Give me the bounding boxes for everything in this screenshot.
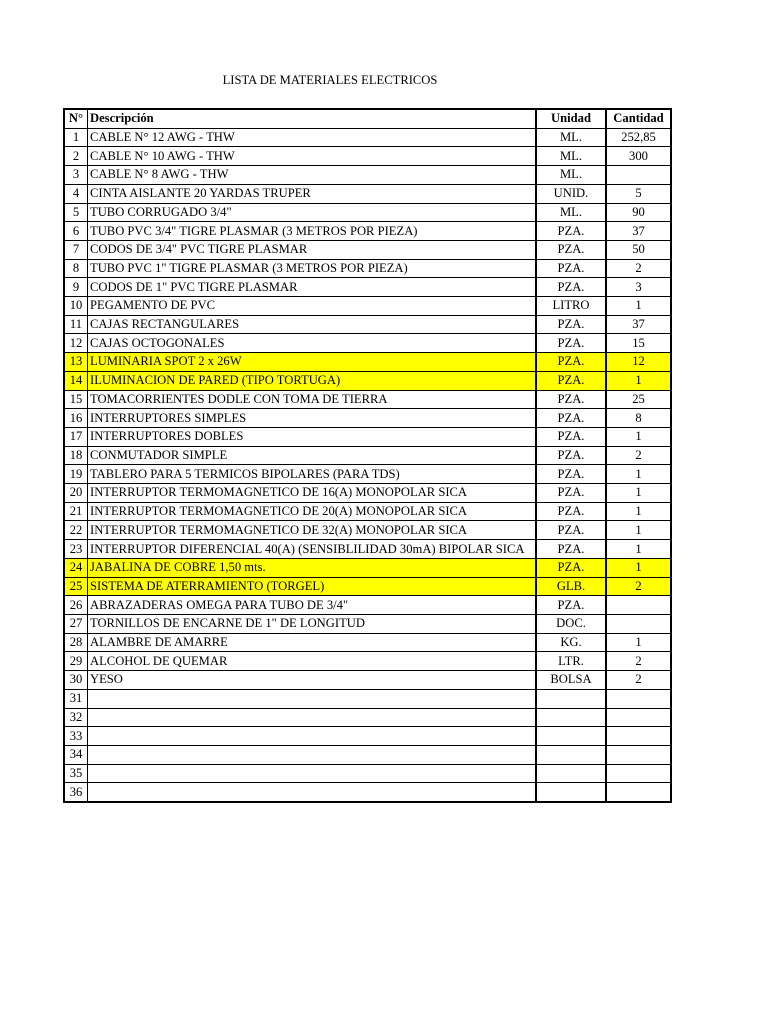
cell-n: 18	[65, 447, 88, 465]
cell-n: 19	[65, 465, 88, 483]
table-row	[65, 147, 670, 166]
cell-descripcion: INTERRUPTORES SIMPLES	[88, 409, 537, 427]
header-n: N°	[65, 110, 88, 128]
cell-n: 15	[65, 391, 88, 409]
cell-descripcion: CAJAS OCTOGONALES	[88, 334, 537, 352]
cell-descripcion: TUBO PVC 1" TIGRE PLASMAR (3 METROS POR PIEZA)	[88, 260, 537, 278]
table-row	[65, 578, 670, 597]
table-row	[65, 596, 670, 615]
table-row	[65, 166, 670, 185]
cell-n: 3	[65, 166, 88, 184]
cell-n: 10	[65, 297, 88, 315]
cell-descripcion: INTERRUPTOR TERMOMAGNETICO DE 16(A) MONOPOLAR SICA	[88, 484, 537, 502]
cell-cantidad: 1	[635, 541, 642, 556]
cell-unidad: PZA.	[537, 428, 607, 446]
cell-unidad	[537, 783, 607, 801]
table-row	[65, 428, 670, 447]
cell-descripcion: ILUMINACION DE PARED (TIPO TORTUGA)	[88, 372, 537, 390]
cell-cantidad	[607, 596, 670, 614]
cell-unidad: DOC.	[537, 615, 607, 633]
cell-unidad: PZA.	[537, 222, 607, 240]
cell-unidad: PZA.	[537, 559, 607, 577]
cell-descripcion: CABLE N° 8 AWG - THW	[88, 166, 537, 184]
cell-unidad: KG.	[537, 634, 607, 652]
table-row	[65, 540, 670, 559]
cell-descripcion: CABLE N° 12 AWG - THW	[88, 129, 537, 147]
cell-cantidad: 252,85	[621, 130, 656, 145]
cell-descripcion: CAJAS RECTANGULARES	[88, 316, 537, 334]
header-unidad: Unidad	[537, 110, 607, 128]
table-row	[65, 615, 670, 634]
cell-unidad: UNID.	[537, 185, 607, 203]
cell-unidad	[537, 727, 607, 745]
cell-n: 24	[65, 559, 88, 577]
cell-descripcion: YESO	[88, 671, 537, 689]
cell-n: 29	[65, 652, 88, 670]
table-row	[65, 727, 670, 746]
table-row	[65, 129, 670, 148]
cell-cantidad: 25	[632, 391, 645, 406]
cell-unidad: PZA.	[537, 316, 607, 334]
cell-cantidad: 2	[635, 653, 642, 668]
cell-cantidad: 300	[629, 148, 648, 163]
cell-n: 14	[65, 372, 88, 390]
cell-descripcion: CODOS DE 1" PVC TIGRE PLASMAR	[88, 278, 537, 296]
cell-n: 13	[65, 353, 88, 371]
cell-descripcion	[88, 783, 537, 801]
cell-unidad: PZA.	[537, 503, 607, 521]
cell-n: 16	[65, 409, 88, 427]
cell-descripcion: LUMINARIA SPOT 2 x 26W	[88, 353, 537, 371]
cell-cantidad: 2	[635, 448, 642, 462]
cell-n: 31	[65, 690, 88, 708]
cell-cantidad	[607, 166, 670, 184]
cell-unidad: LTR.	[537, 652, 607, 670]
table-row	[65, 690, 670, 709]
cell-cantidad	[607, 690, 670, 708]
cell-descripcion: TOMACORRIENTES DODLE CON TOMA DE TIERRA	[88, 391, 537, 409]
cell-cantidad: 5	[635, 186, 642, 201]
cell-descripcion: TUBO PVC 3/4" TIGRE PLASMAR (3 METROS POR PIEZA)	[88, 222, 537, 240]
table-row	[65, 372, 670, 391]
cell-cantidad: 1	[635, 373, 642, 388]
cell-unidad: LITRO	[537, 297, 607, 315]
cell-cantidad: 1	[635, 635, 642, 650]
cell-unidad: PZA.	[537, 465, 607, 483]
cell-unidad: PZA.	[537, 372, 607, 390]
table-row	[65, 334, 670, 353]
cell-cantidad: 8	[635, 410, 642, 425]
cell-descripcion: SISTEMA DE ATERRAMIENTO (TORGEL)	[88, 578, 537, 596]
table-row	[65, 503, 670, 522]
cell-cantidad: 2	[635, 672, 642, 687]
cell-unidad: ML.	[537, 166, 607, 184]
table-row	[65, 204, 670, 223]
cell-descripcion: CONMUTADOR SIMPLE	[88, 447, 537, 465]
cell-n: 5	[65, 204, 88, 222]
cell-cantidad: 1	[635, 429, 642, 444]
cell-descripcion: CINTA AISLANTE 20 YARDAS TRUPER	[88, 185, 537, 203]
cell-n: 9	[65, 278, 88, 296]
cell-unidad: PZA.	[537, 484, 607, 502]
table-row	[65, 671, 670, 690]
cell-descripcion: ALAMBRE DE AMARRE	[88, 634, 537, 652]
cell-unidad: PZA.	[537, 353, 607, 371]
cell-cantidad: 12	[632, 354, 645, 369]
cell-descripcion: TORNILLOS DE ENCARNE DE 1" DE LONGITUD	[88, 615, 537, 633]
cell-unidad: ML.	[537, 204, 607, 222]
cell-n: 4	[65, 185, 88, 203]
table-row	[65, 652, 670, 671]
cell-descripcion: INTERRUPTOR TERMOMAGNETICO DE 20(A) MONOPOLAR SICA	[88, 503, 537, 521]
cell-unidad: PZA.	[537, 596, 607, 614]
cell-n: 22	[65, 521, 88, 539]
cell-unidad: BOLSA	[537, 671, 607, 689]
cell-n: 34	[65, 746, 88, 764]
cell-cantidad: 1	[635, 298, 642, 313]
cell-n: 28	[65, 634, 88, 652]
cell-n: 1	[65, 129, 88, 147]
cell-n: 8	[65, 260, 88, 278]
cell-unidad	[537, 765, 607, 783]
cell-unidad: ML.	[537, 129, 607, 147]
cell-descripcion: CODOS DE 3/4" PVC TIGRE PLASMAR	[88, 241, 537, 259]
table-row	[65, 783, 670, 801]
table-row	[65, 185, 670, 204]
cell-cantidad: 3	[635, 279, 642, 294]
table-row	[65, 353, 670, 372]
cell-unidad: PZA.	[537, 521, 607, 539]
cell-descripcion: INTERRUPTOR DIFERENCIAL 40(A) (SENSIBLILIDAD 30mA) BIPOLAR SICA	[88, 540, 537, 558]
cell-n: 26	[65, 596, 88, 614]
cell-descripcion: INTERRUPTOR TERMOMAGNETICO DE 32(A) MONOPOLAR SICA	[88, 521, 537, 539]
cell-unidad: PZA.	[537, 409, 607, 427]
cell-n: 11	[65, 316, 88, 334]
cell-unidad: PZA.	[537, 241, 607, 259]
cell-descripcion: TUBO CORRUGADO 3/4"	[88, 204, 537, 222]
cell-cantidad	[607, 615, 670, 633]
table-row	[65, 447, 670, 466]
cell-cantidad: 2	[635, 260, 642, 275]
table-row	[65, 634, 670, 653]
cell-descripcion	[88, 709, 537, 727]
cell-n: 33	[65, 727, 88, 745]
table-row	[65, 521, 670, 540]
table-row	[65, 765, 670, 784]
cell-cantidad	[607, 746, 670, 764]
table-row	[65, 484, 670, 503]
cell-unidad: PZA.	[537, 447, 607, 465]
cell-descripcion: CABLE N° 10 AWG - THW	[88, 147, 537, 165]
cell-cantidad: 2	[635, 578, 642, 593]
cell-n: 23	[65, 540, 88, 558]
table-row	[65, 409, 670, 428]
cell-descripcion: ABRAZADERAS OMEGA PARA TUBO DE 3/4"	[88, 596, 537, 614]
cell-n: 30	[65, 671, 88, 689]
cell-cantidad: 1	[635, 485, 642, 500]
cell-n: 12	[65, 334, 88, 352]
cell-descripcion: JABALINA DE COBRE 1,50 mts.	[88, 559, 537, 577]
cell-cantidad	[607, 727, 670, 745]
cell-cantidad	[607, 709, 670, 727]
cell-unidad: PZA.	[537, 278, 607, 296]
cell-unidad	[537, 709, 607, 727]
cell-unidad: PZA.	[537, 391, 607, 409]
cell-descripcion: ALCOHOL DE QUEMAR	[88, 652, 537, 670]
cell-descripcion	[88, 765, 537, 783]
table-row	[65, 222, 670, 241]
table-row	[65, 316, 670, 335]
table-row	[65, 465, 670, 484]
page-title: LISTA DE MATERIALES ELECTRICOS	[222, 73, 438, 87]
cell-n: 2	[65, 147, 88, 165]
table-row	[65, 260, 670, 279]
cell-n: 36	[65, 783, 88, 801]
table-header	[65, 110, 670, 129]
cell-unidad: PZA.	[537, 260, 607, 278]
cell-unidad	[537, 746, 607, 764]
cell-n: 35	[65, 765, 88, 783]
cell-descripcion: TABLERO PARA 5 TERMICOS BIPOLARES (PARA TDS)	[88, 465, 537, 483]
cell-descripcion	[88, 690, 537, 708]
table-row	[65, 241, 670, 260]
table-row	[65, 746, 670, 765]
table-row	[65, 391, 670, 410]
cell-cantidad: 90	[632, 204, 645, 219]
cell-n: 32	[65, 709, 88, 727]
table-row	[65, 278, 670, 297]
cell-unidad: PZA.	[537, 540, 607, 558]
cell-cantidad	[607, 765, 670, 783]
materials-table	[63, 108, 672, 803]
cell-descripcion: INTERRUPTORES DOBLES	[88, 428, 537, 446]
cell-descripcion	[88, 727, 537, 745]
table-row	[65, 709, 670, 728]
cell-descripcion	[88, 746, 537, 764]
cell-cantidad: 1	[635, 466, 642, 481]
cell-cantidad: 50	[632, 242, 645, 257]
table-row	[65, 297, 670, 316]
cell-n: 6	[65, 222, 88, 240]
cell-n: 21	[65, 503, 88, 521]
header-descripcion: Descripción	[88, 110, 537, 128]
cell-unidad: PZA.	[537, 334, 607, 352]
cell-descripcion: PEGAMENTO DE PVC	[88, 297, 537, 315]
cell-unidad: GLB.	[537, 578, 607, 596]
cell-unidad: ML.	[537, 147, 607, 165]
cell-unidad	[537, 690, 607, 708]
cell-cantidad: 37	[632, 317, 645, 332]
cell-n: 20	[65, 484, 88, 502]
cell-cantidad	[607, 783, 670, 801]
cell-cantidad: 1	[635, 522, 642, 537]
cell-n: 27	[65, 615, 88, 633]
cell-cantidad: 15	[632, 335, 645, 350]
cell-cantidad: 1	[635, 560, 642, 575]
header-cantidad: Cantidad	[613, 111, 664, 126]
table-row	[65, 559, 670, 578]
cell-n: 17	[65, 428, 88, 446]
cell-cantidad: 1	[635, 504, 642, 519]
cell-n: 7	[65, 241, 88, 259]
cell-cantidad: 37	[632, 223, 645, 238]
cell-n: 25	[65, 578, 88, 596]
